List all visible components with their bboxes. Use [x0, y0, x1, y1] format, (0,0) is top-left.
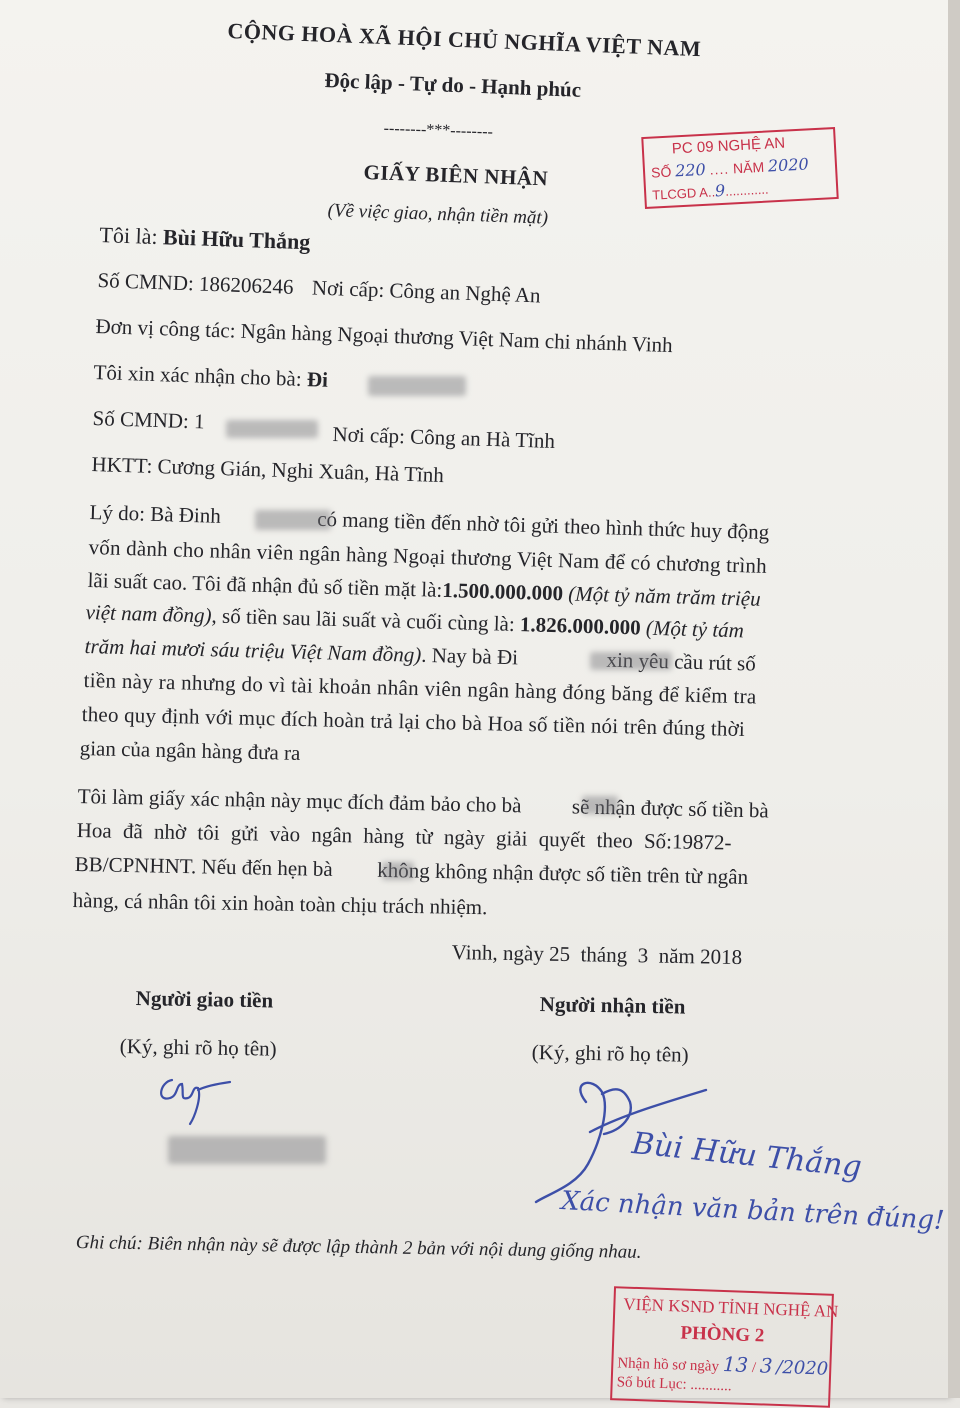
giver-signature-note: (Ký, ghi rõ họ tên) [119, 1034, 277, 1061]
commitment-line-1-b: sẽ nhận được số tiền bà [571, 794, 769, 823]
reason-line-1-a: Lý do: Bà Đinh [89, 500, 222, 528]
receiver-confirm-label: Tôi xin xác nhận cho bà: [93, 360, 303, 391]
reason-line-4-b: , số tiền sau lãi suất và cuối cùng là: [211, 603, 516, 636]
giver-intro-label: Tôi là: [99, 222, 159, 250]
giver-issued-label: Nơi cấp: [311, 275, 385, 302]
reason-line-1-b: có mang tiền đến nhờ tôi gửi theo hình thức huy động [316, 506, 770, 545]
giver-cmnd-value: 186206246 [198, 271, 294, 299]
reason-amount-1: 1.500.000.000 [441, 577, 564, 606]
stamp-agency: PC 09 NGHỆ AN [671, 134, 786, 158]
date-day: 25 [548, 941, 571, 967]
giver-cmnd-row [97, 268, 541, 308]
giver-workplace-row [95, 314, 673, 358]
date-place: Vinh, ngày [451, 940, 545, 966]
registry-stamp-bottom [610, 1286, 839, 1408]
date-year-label: năm [658, 943, 696, 969]
stamp-bottom-received-year: /2020 [775, 1356, 829, 1380]
reason-line-5-b: . Nay bà Đi [420, 642, 519, 670]
stamp-bottom-department: PHÒNG 2 [680, 1322, 765, 1347]
redacted-receiver-name [368, 376, 466, 396]
reason-amount-2: 1.826.000.000 [519, 612, 642, 640]
stamp-so-value: 220 [674, 159, 707, 181]
commitment-line-1-a: Tôi làm giấy xác nhận này mục đích đảm bảo cho bà [77, 784, 522, 818]
motto: Độc lập - Tự do - Hạnh phúc [324, 68, 582, 102]
stamp-bottom-received-row: Nhận hồ sơ ngày 13 / 3 /2020 [617, 1352, 829, 1380]
commitment-line-3-b: không không nhận được số tiền trên từ ngân [376, 857, 749, 889]
document-subtitle: (Về việc giao, nhận tiền mặt) [327, 200, 549, 229]
stamp-tlcgd-label: TLCGD A [651, 184, 709, 203]
footnote: Ghi chú: Biên nhận này sẽ được lập thành 2 bản với nội dung giống nhau. [75, 1232, 642, 1263]
stamp-tlcgd-value: 9 [714, 180, 726, 201]
document-title: GIẤY BIÊN NHẬN [363, 160, 549, 191]
reason-amount-2-words: (Một tỷ tám [645, 615, 745, 643]
reason-amount-1-words: (Một tỷ năm trăm triệu [567, 581, 762, 611]
reason-line-7: theo quy định với mục đích hoàn trả lại cho bà Hoa số tiền nói trên đúng thời [81, 702, 746, 742]
date-year: 2018 [699, 944, 743, 970]
receiver-issued-label: Nơi cấp: [332, 422, 406, 449]
receiver-issued-value: Công an Hà Tĩnh [409, 424, 556, 453]
stamp-so-label: SỐ [650, 163, 672, 181]
registry-stamp-top [641, 127, 839, 209]
redacted-giver-name [168, 1136, 326, 1164]
stamp-bottom-folder-row: Số bút Lục: ........... [616, 1374, 732, 1395]
commitment-line-1 [77, 784, 769, 823]
receiver-cmnd-visible: 1 [193, 409, 205, 434]
reason-line-8: gian của ngân hàng đưa ra [79, 736, 301, 766]
giver-cmnd-label: Số CMND: [97, 268, 195, 296]
giver-issued-value: Công an Nghệ An [389, 278, 541, 308]
date-line [452, 940, 743, 970]
stamp-bottom-received-month: 3 [759, 1353, 774, 1378]
receiver-signature-note: (Ký, ghi rõ họ tên) [531, 1040, 689, 1067]
redacted-reason-name [255, 510, 331, 530]
redacted-commitment-name [582, 796, 618, 814]
receiver-issued-row [332, 422, 555, 454]
giver-workplace-label: Đơn vị công tác: [95, 314, 236, 343]
commitment-line-2: Hoa đã nhờ tôi gửi vào ngân hàng từ ngày giải quyết theo Số:19872- [76, 818, 732, 855]
stamp-nam-value: 2020 [767, 154, 810, 176]
receiver-cmnd-row [92, 406, 205, 435]
national-title: CỘNG HOÀ XÃ HỘI CHỦ NGHĨA VIỆT NAM [227, 18, 702, 62]
receiver-name-row [93, 360, 328, 393]
stamp-bottom-received-label: Nhận hồ sơ ngày [617, 1355, 720, 1375]
giver-name: Bùi Hữu Thắng [162, 224, 311, 255]
giver-workplace-value: Ngân hàng Ngoại thương Việt Nam chi nhánh Vinh [240, 318, 674, 358]
stamp-tlcgd-row: TLCGD A..9............ [651, 180, 769, 203]
reason-line-5-c: xin yêu cầu rút số [606, 647, 757, 676]
redacted-commitment-name-2 [382, 862, 414, 880]
stamp-bottom-folder-label: Số bút Lục: [616, 1374, 687, 1393]
header-divider: --------***-------- [383, 120, 494, 141]
reason-line-5-a: trăm hai mươi sáu triệu Việt Nam đồng) [84, 634, 422, 667]
receiver-handwritten-name: Bùi Hữu Thắng [630, 1126, 864, 1185]
giver-name-row [99, 222, 311, 255]
stamp-bottom-received-day: 13 [722, 1352, 749, 1377]
receiver-cmnd-label: Số CMND: [92, 406, 190, 434]
giver-signature-title: Người giao tiền [135, 986, 274, 1013]
receiver-signature-title: Người nhận tiền [539, 992, 686, 1019]
commitment-line-4: hàng, cá nhân tôi xin hoàn toàn chịu trách nhiệm. [72, 888, 488, 920]
receiver-hktt-label: HKTT: [91, 452, 153, 478]
reason-line-6: tiền này ra nhưng do vì tài khoản nhân viên ngân hàng đóng băng để kiểm tra [83, 668, 757, 709]
redacted-reason-name-2 [590, 652, 672, 670]
stamp-number-row: SỐ 220 .... NĂM 2020 [650, 154, 810, 181]
receiver-hktt-row [91, 452, 444, 488]
date-month-label: tháng [580, 942, 628, 968]
receiver-name-visible: Đi [306, 367, 329, 392]
commitment-line-3-a: BB/CPNHNT. Nếu đến hẹn bà [74, 852, 333, 881]
redacted-receiver-cmnd [226, 420, 318, 438]
reason-line-2: vốn dành cho nhân viên ngân hàng Ngoại thương Việt Nam để có chương trình [88, 535, 768, 578]
reason-line-3-a: lãi suất cao. Tôi đã nhận đủ số tiền mặt là: [87, 568, 443, 602]
page-edge [948, 0, 960, 1398]
receiver-hktt-value: Cương Gián, Nghi Xuân, Hà Tĩnh [157, 454, 445, 488]
reason-line-4-a: việt nam đồng) [85, 600, 212, 628]
stamp-bottom-agency: VIỆN KSND TỈNH NGHỆ AN [623, 1294, 839, 1322]
receiver-handwritten-confirmation: Xác nhận văn bản trên đúng! [560, 1186, 946, 1237]
stamp-nam-label: NĂM [732, 158, 765, 177]
date-month: 3 [637, 943, 649, 968]
giver-signature-scribble [150, 1068, 240, 1128]
